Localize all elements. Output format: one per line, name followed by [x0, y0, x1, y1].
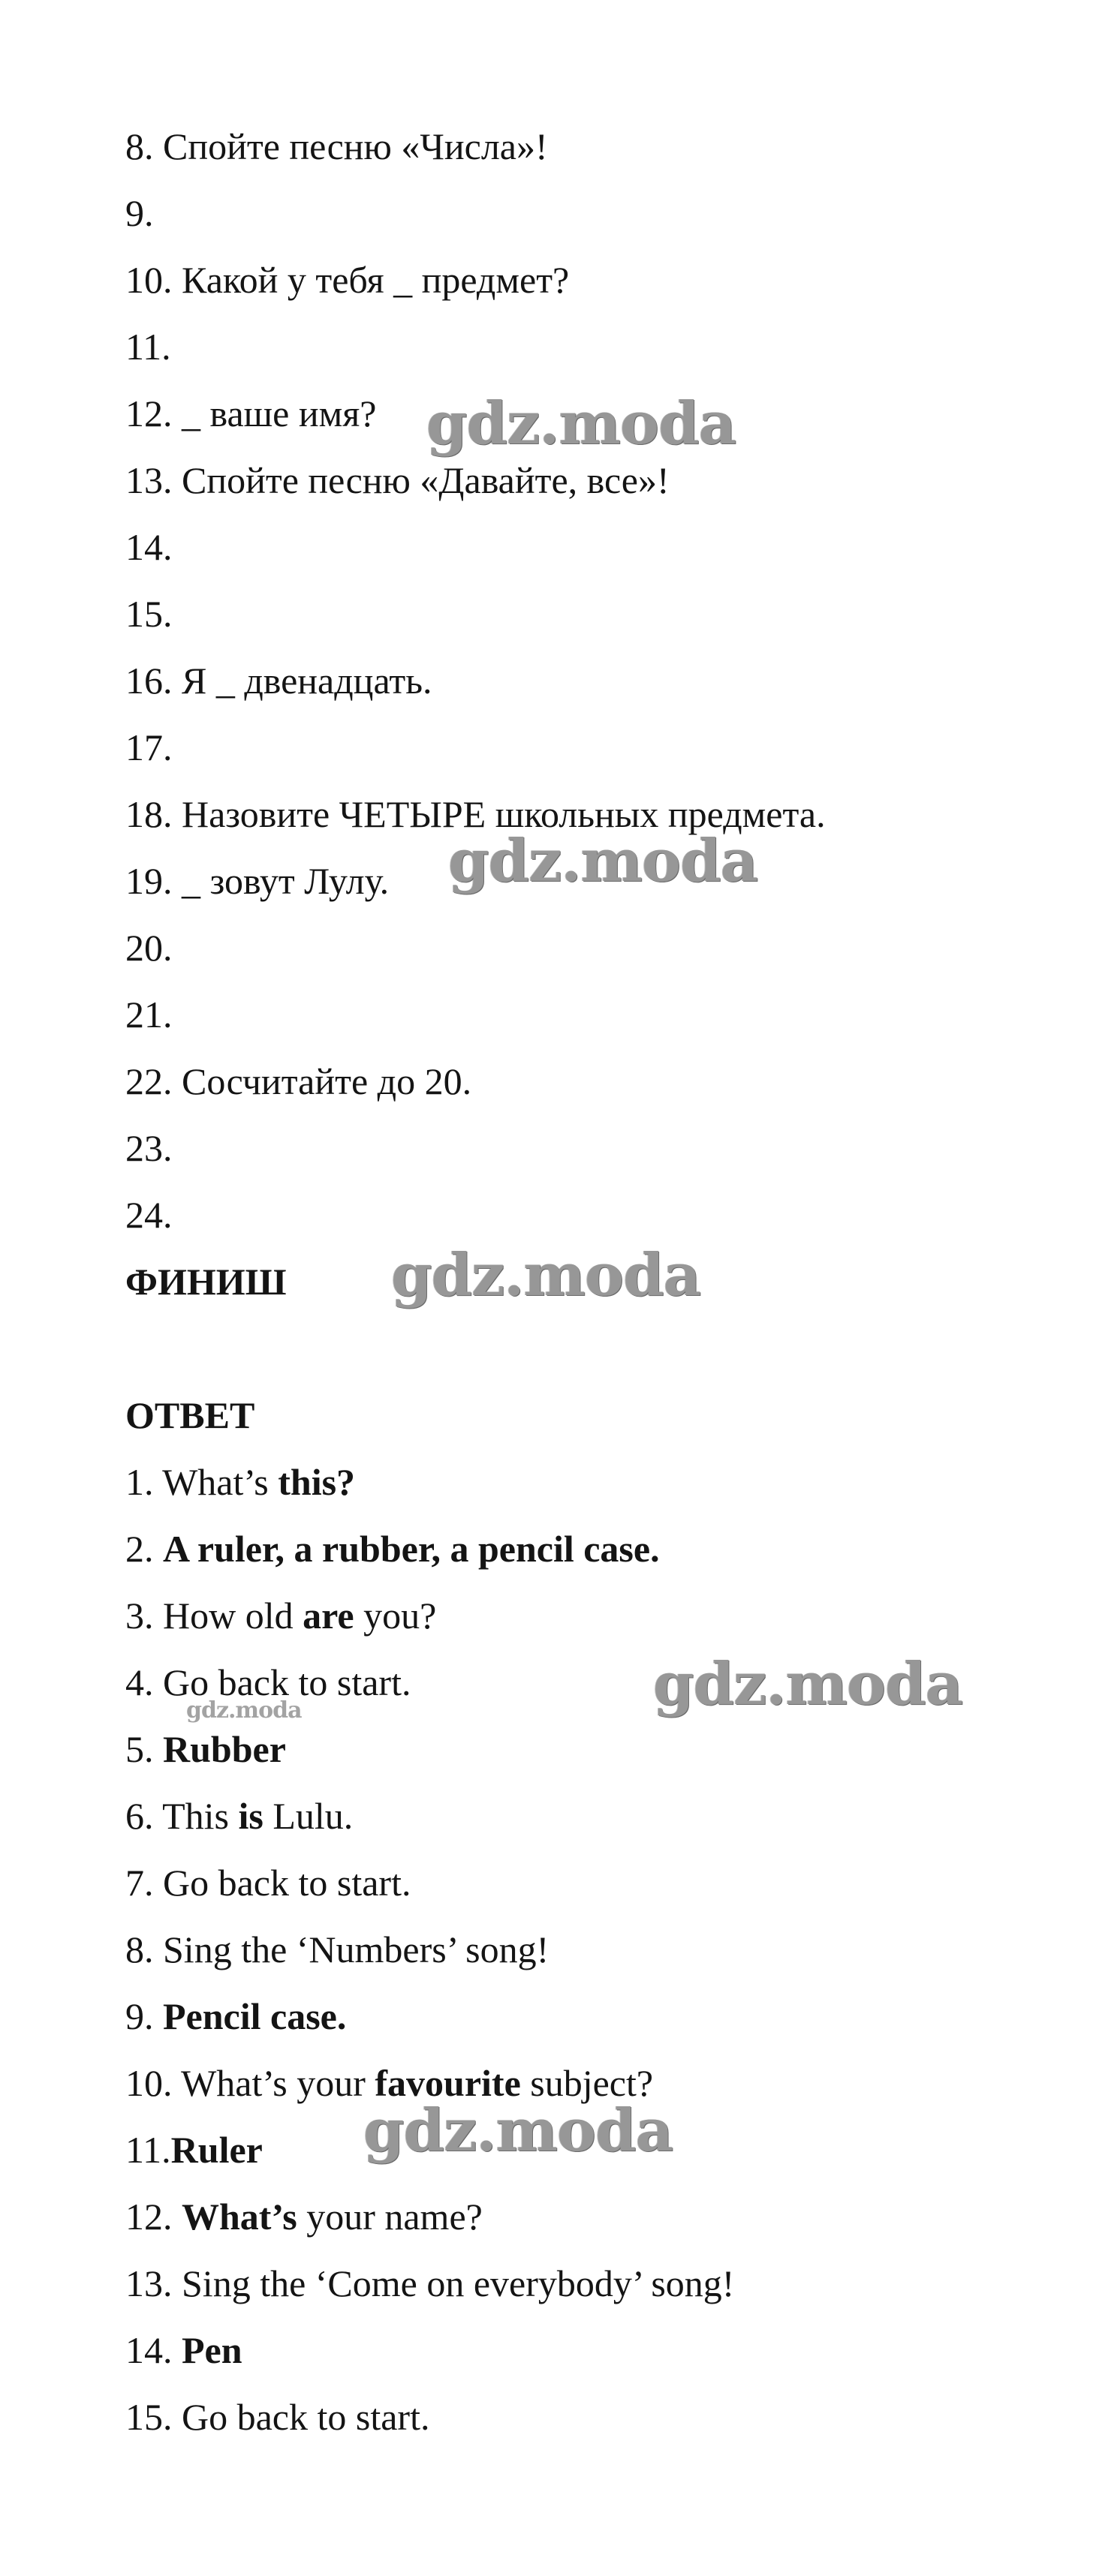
task-line: 15. — [125, 593, 173, 635]
task-line: 13. Спойте песню «Давайте, все»! — [125, 459, 670, 501]
watermark: gdz.moda — [653, 1650, 963, 1718]
watermark: gdz.moda — [186, 1697, 302, 1724]
answer-line: 7. Go back to start. — [125, 1862, 411, 1904]
task-line: 22. Сосчитайте до 20. — [125, 1060, 472, 1102]
answer-line: 13. Sing the ‘Come on everybody’ song! — [125, 2262, 735, 2304]
watermark: gdz.moda — [391, 1241, 701, 1309]
answer-line: 1. What’s this? — [125, 1461, 356, 1503]
task-line: 17. — [125, 726, 173, 768]
answer-line: 14. Pen — [125, 2329, 242, 2371]
answer-line: 2. A ruler, a rubber, a pencil case. — [125, 1528, 660, 1570]
finish-label: ФИНИШ — [125, 1261, 287, 1303]
task-line: 23. — [125, 1127, 173, 1169]
answer-line: 9. Pencil case. — [125, 1995, 347, 2037]
answer-line: 12. What’s your name? — [125, 2196, 483, 2238]
watermark: gdz.moda — [426, 389, 736, 458]
answer-line: 4. Go back to start. — [125, 1661, 411, 1703]
task-line: 20. — [125, 927, 173, 969]
answer-line: 8. Sing the ‘Numbers’ song! — [125, 1928, 550, 1970]
task-line: 16. Я _ двенадцать. — [125, 660, 432, 702]
task-line: 19. _ зовут Лулу. — [125, 860, 390, 902]
task-line: 8. Спойте песню «Числа»! — [125, 125, 548, 167]
task-line: 21. — [125, 993, 173, 1036]
answer-line: 3. How old are you? — [125, 1595, 437, 1637]
task-line: 24. — [125, 1194, 173, 1236]
task-line: 9. — [125, 192, 154, 234]
task-line: 18. Назовите ЧЕТЫРЕ школьных предмета. — [125, 793, 826, 835]
answer-heading: ОТВЕТ — [125, 1394, 255, 1436]
task-line: 10. Какой у тебя _ предмет? — [125, 259, 570, 301]
answer-line: 11.Ruler — [125, 2129, 263, 2171]
answer-line: 6. This is Lulu. — [125, 1795, 354, 1837]
task-line: 12. _ ваше имя? — [125, 392, 377, 434]
watermark: gdz.moda — [363, 2097, 673, 2165]
task-line: 14. — [125, 526, 173, 568]
answer-line: 15. Go back to start. — [125, 2396, 430, 2438]
watermark: gdz.moda — [448, 827, 758, 895]
answer-line: 5. Rubber — [125, 1728, 286, 1770]
task-line: 11. — [125, 326, 171, 368]
answer-line: 10. What’s your favourite subject? — [125, 2062, 654, 2104]
